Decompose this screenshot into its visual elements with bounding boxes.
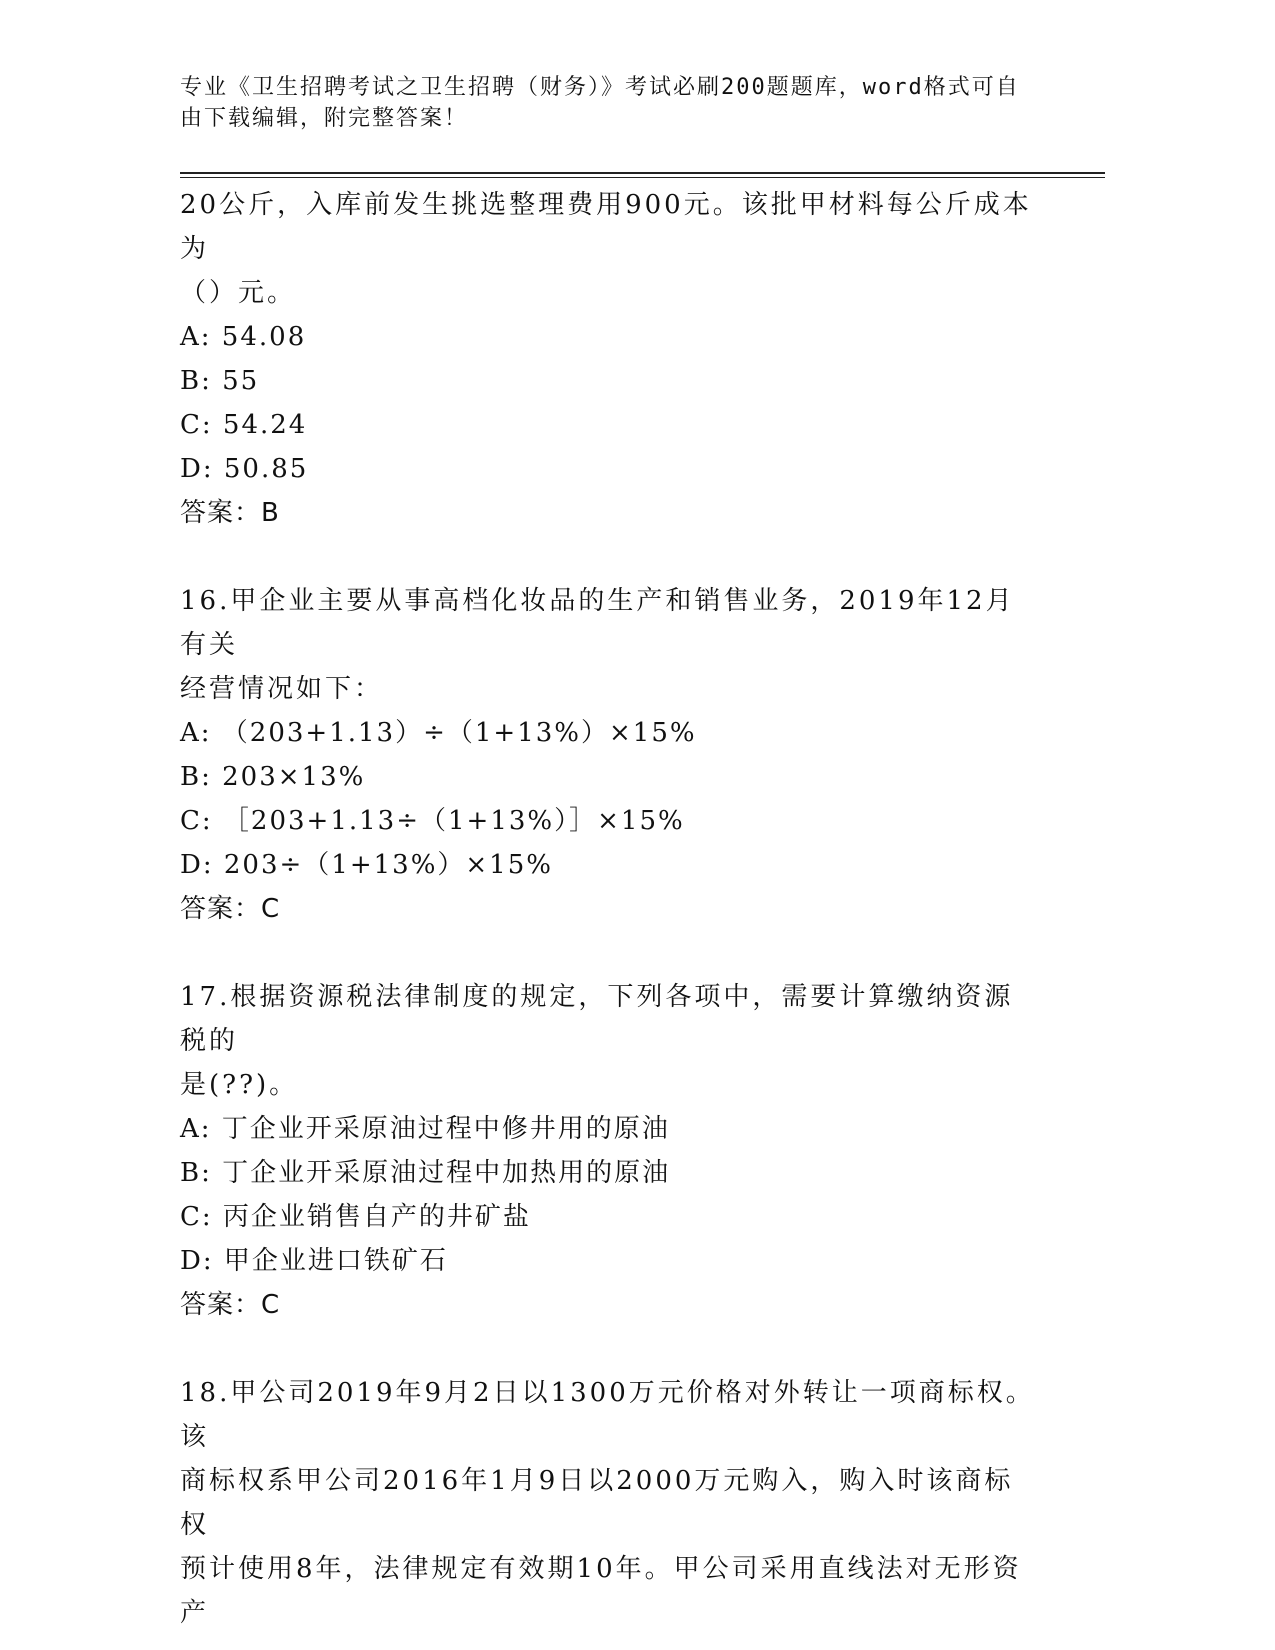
answer: 答案：B <box>180 498 280 528</box>
question-text-line: 经营情况如下： <box>180 674 384 704</box>
question-text-line: 18.甲公司2019年9月2日以1300万元价格对外转让一项商标权。该 <box>180 1378 1035 1452</box>
question-text-line: （）元。 <box>180 278 297 308</box>
option-d: D: 50.85 <box>180 454 309 484</box>
question-text-line: 17.根据资源税法律制度的规定，下列各项中，需要计算缴纳资源税的 <box>180 982 1014 1056</box>
question-text-line: 是(??)。 <box>180 1070 299 1100</box>
question-16 <box>180 579 1040 931</box>
question-text-line: 商标权系甲公司2016年1月9日以2000万元购入，购入时该商标权 <box>180 1466 1014 1540</box>
question-text-line: 16.甲企业主要从事高档化妆品的生产和销售业务，2019年12月有关 <box>180 586 1015 660</box>
option-d: D: 甲企业进口铁矿石 <box>180 1246 448 1276</box>
question-text-line: 预计使用8年，法律规定有效期10年。甲公司采用直线法对无形资产 <box>180 1554 1022 1628</box>
option-a: A: 54.08 <box>180 322 307 352</box>
answer: 答案：C <box>180 1290 281 1320</box>
option-c: C: 54.24 <box>180 410 308 440</box>
option-b: B: 丁企业开采原油过程中加热用的原油 <box>180 1158 671 1188</box>
document-body <box>180 183 1040 1635</box>
question-18 <box>180 1371 1040 1635</box>
option-c: C: 丙企业销售自产的井矿盐 <box>180 1202 531 1232</box>
option-a: A: 丁企业开采原油过程中修井用的原油 <box>180 1114 670 1144</box>
header-divider-thin <box>180 177 1105 178</box>
header-divider-thick <box>180 172 1105 174</box>
option-d: D: 203÷（1+13%）×15% <box>180 850 553 880</box>
option-a: A: （203+1.13）÷（1+13%）×15% <box>180 718 697 748</box>
question-text-line: 20公斤，入库前发生挑选整理费用900元。该批甲材料每公斤成本为 <box>180 190 1032 264</box>
header-line-2: 由下载编辑，附完整答案！ <box>180 106 469 131</box>
document-header <box>180 72 1040 134</box>
option-b: B: 203×13% <box>180 762 366 792</box>
question-15 <box>180 183 1040 535</box>
option-c: C: ［203+1.13÷（1+13%）］×15% <box>180 806 685 836</box>
header-line-1: 专业《卫生招聘考试之卫生招聘（财务）》考试必刷200题题库，word格式可自 <box>180 75 1020 100</box>
answer: 答案：C <box>180 894 281 924</box>
question-17 <box>180 975 1040 1327</box>
option-b: B: 55 <box>180 366 260 396</box>
